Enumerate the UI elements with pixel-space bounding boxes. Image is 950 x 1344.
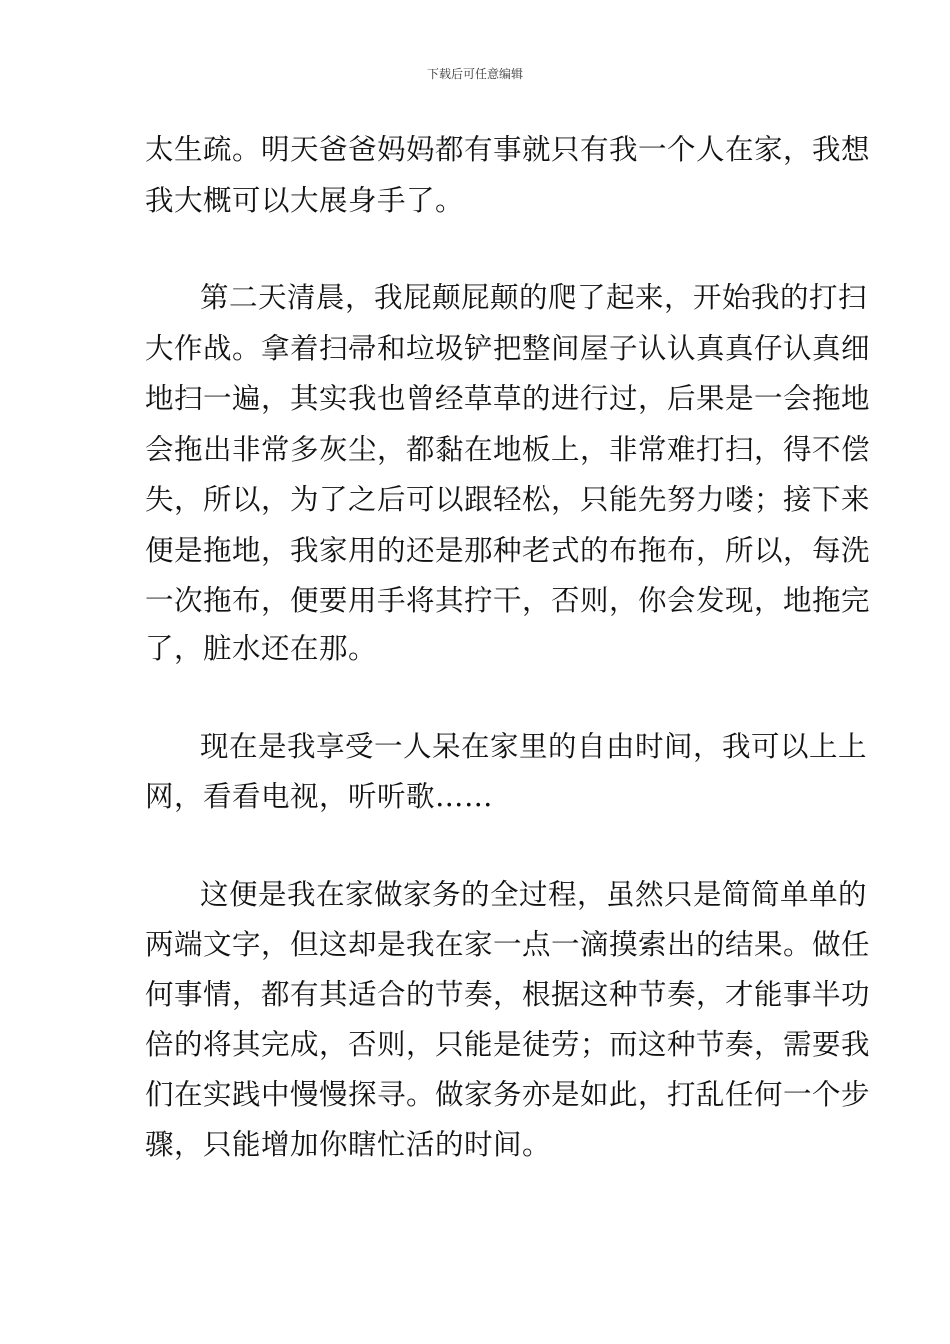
page-header: 下载后可任意编辑 [426,67,523,81]
paragraph-2-line-3: 地扫一遍，其实我也曾经草草的进行过，后果是一会拖地 [145,382,871,415]
paragraph-1-line-1: 太生疏。明天爸爸妈妈都有事就只有我一个人在家，我想 [145,133,871,166]
paragraph-4-line-5: 们在实践中慢慢探寻。做家务亦是如此，打乱任何一个步 [145,1078,871,1111]
paragraph-4-line-3: 何事情，都有其适合的节奏，根据这种节奏，才能事半功 [145,978,871,1011]
paragraph-3-line-2: 网，看看电视，听听歌…… [145,780,494,813]
paragraph-2-line-4: 会拖出非常多灰尘，都黏在地板上，非常难打扫，得不偿 [145,433,871,466]
paragraph-4-line-1: 这便是我在家做家务的全过程，虽然只是简简单单的 [200,878,868,911]
paragraph-2-line-8: 了，脏水还在那。 [145,632,378,665]
paragraph-1-line-2: 我大概可以大展身手了。 [145,184,465,217]
paragraph-2-line-2: 大作战。拿着扫帚和垃圾铲把整间屋子认认真真仔认真细 [145,332,871,365]
paragraph-2-line-7: 一次拖布，便要用手将其拧干，否则，你会发现，地拖完 [145,584,871,617]
paragraph-2-line-5: 失，所以，为了之后可以跟轻松，只能先努力喽；接下来 [145,483,871,516]
paragraph-4-line-4: 倍的将其完成，否则，只能是徒劳；而这种节奏，需要我 [145,1028,871,1061]
paragraph-2-line-1: 第二天清晨，我屁颠屁颠的爬了起来，开始我的打扫 [200,281,868,314]
paragraph-2-line-6: 便是拖地，我家用的还是那种老式的布拖布，所以，每洗 [145,534,871,567]
paragraph-4-line-2: 两端文字，但这却是我在家一点一滴摸索出的结果。做任 [145,928,871,961]
paragraph-4-line-6: 骤，只能增加你瞎忙活的时间。 [145,1128,552,1161]
paragraph-3-line-1: 现在是我享受一人呆在家里的自由时间，我可以上上 [200,730,868,763]
